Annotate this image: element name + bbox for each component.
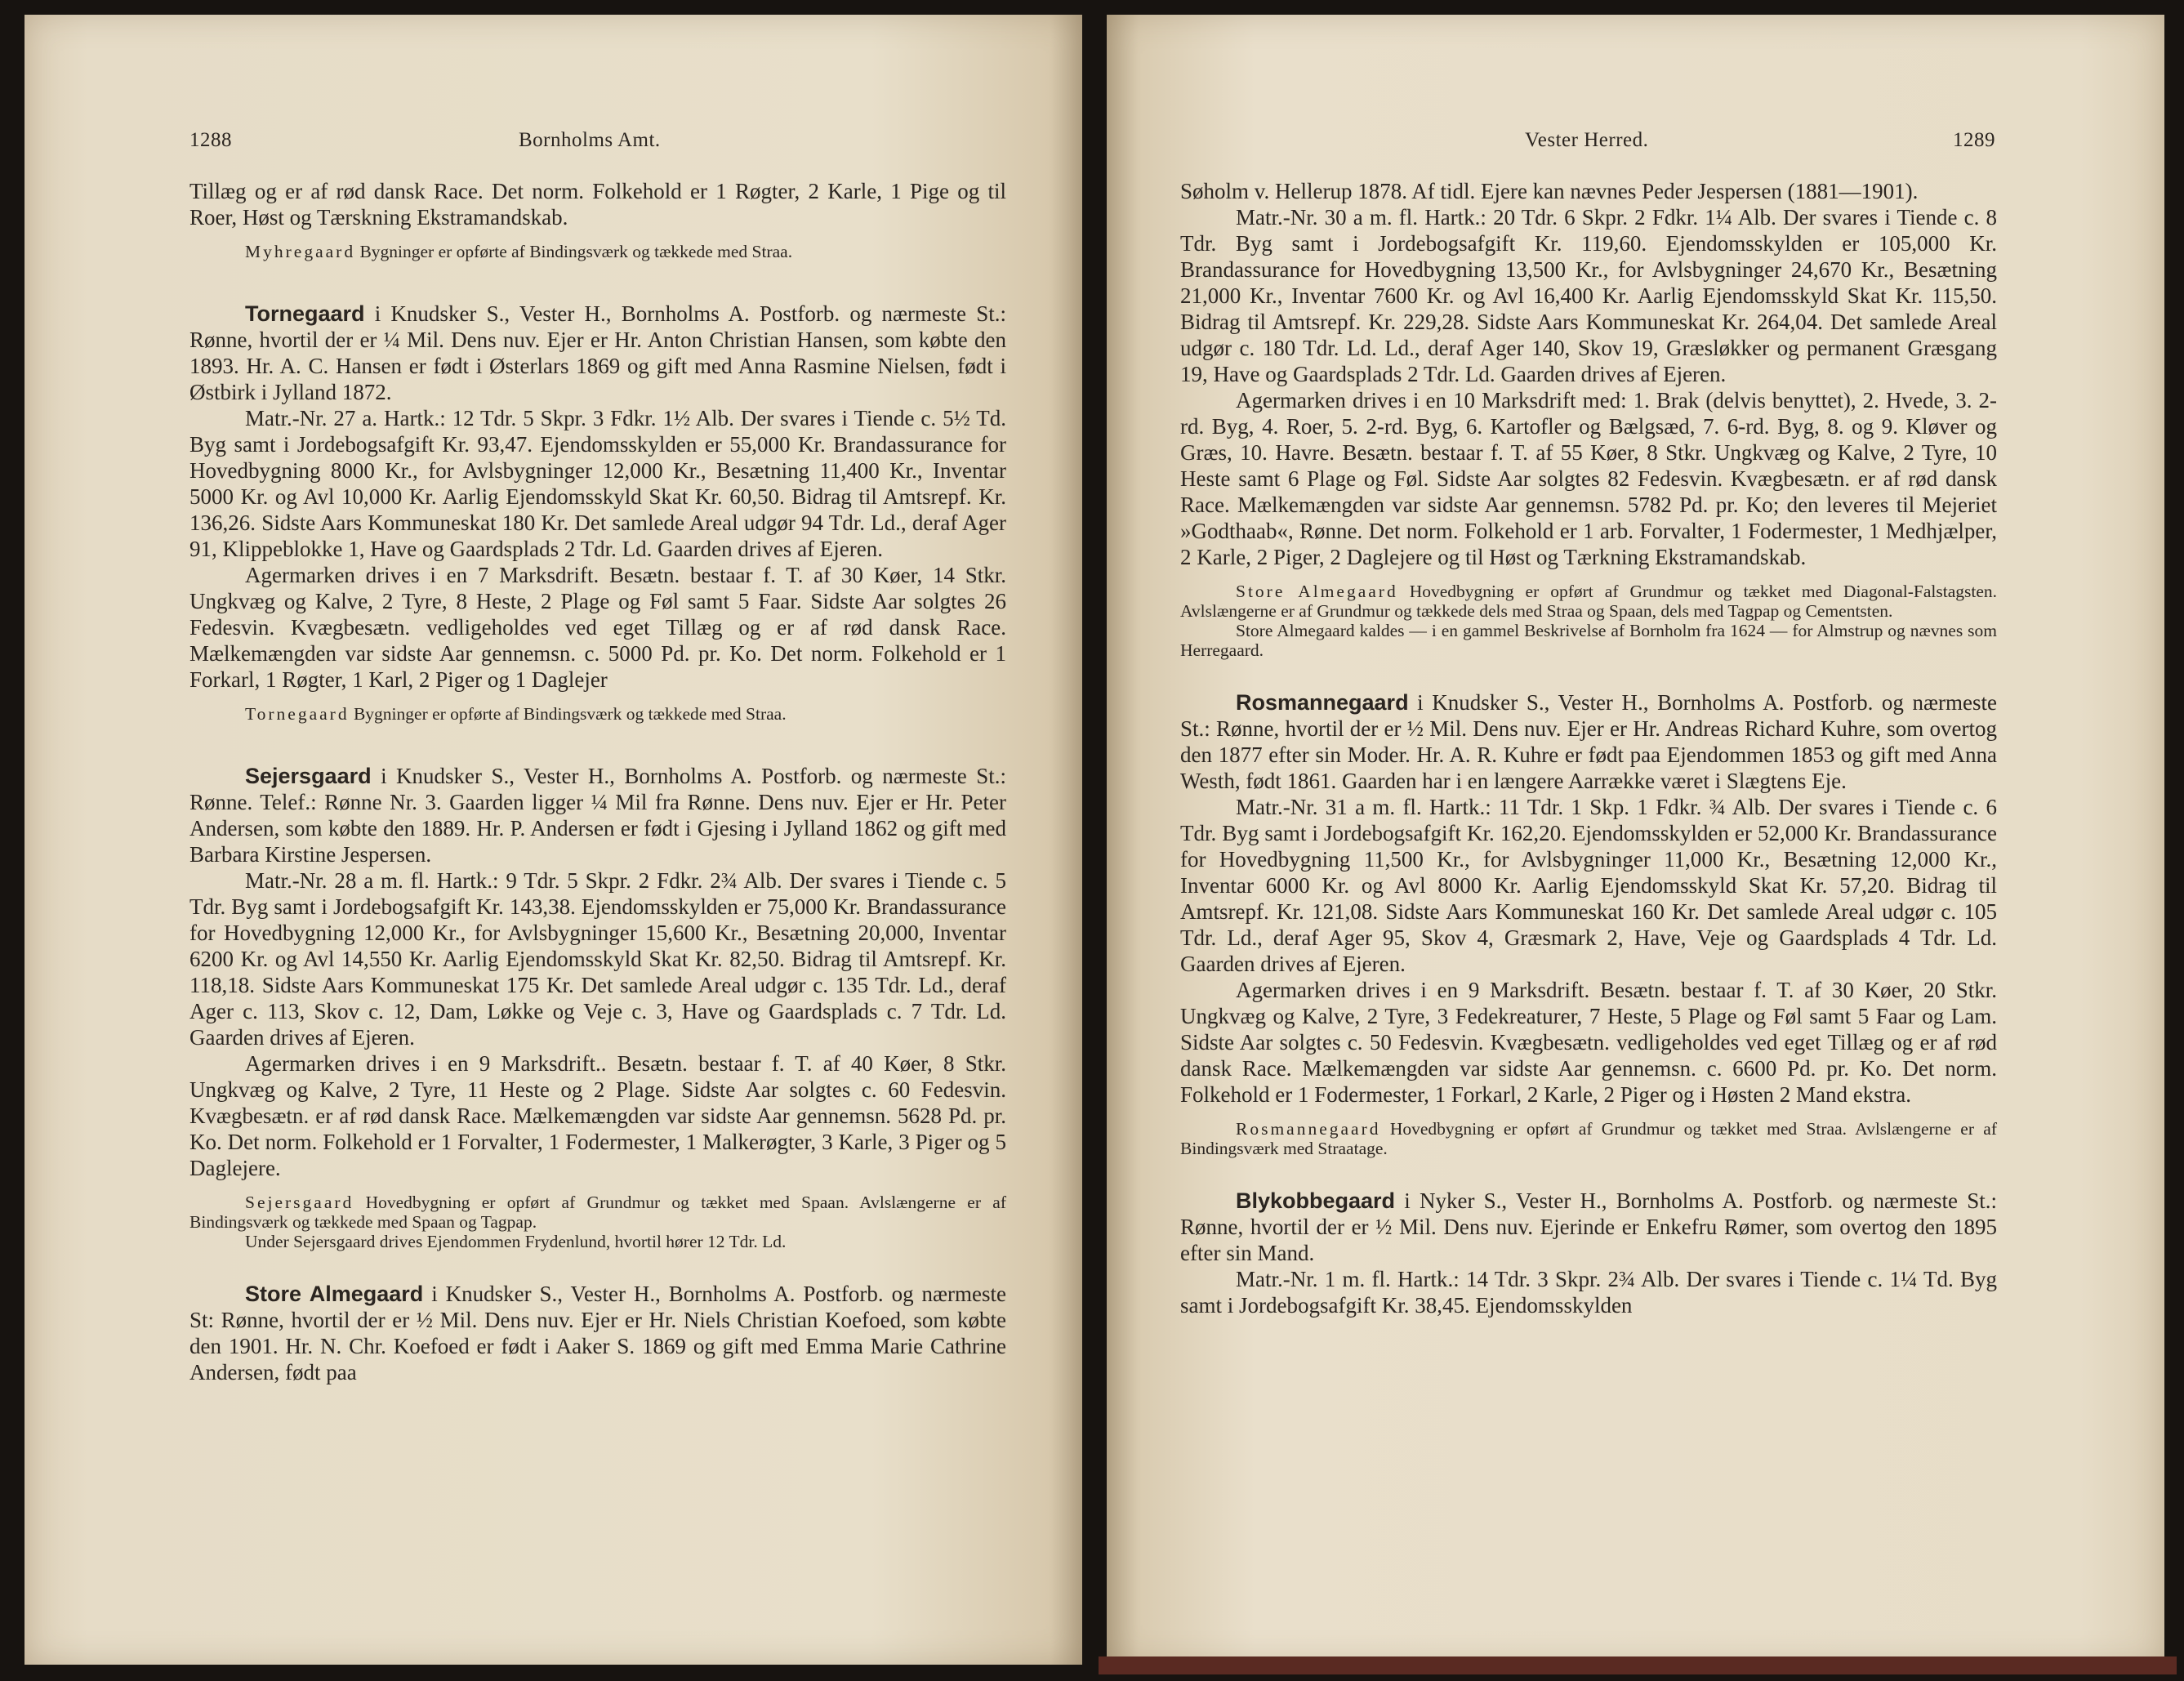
estate-heading: Sejersgaard bbox=[245, 764, 372, 788]
paragraph: Agermarken drives i en 7 Marksdrift. Besætn. bestaar f. T. af 30 Køer, 14 Stkr. Ungkvæg og Kalve, 2 Tyre, 8 Heste, 2 Plage og Føl samt 5 Faar. Sidste Aar solgtes 26 Fedesvin. Kvægbesætn. vedligeholdes ved eget Tillæg og er af rød dansk Race. Mælkemængden var sidste Aar gennemsn. c. 5000 Pd. pr. Ko. Det norm. Folkehold er 1 Forkarl, 1 Røgter, 1 Karl, 2 Piger og 1 Daglejer bbox=[189, 563, 1006, 692]
paragraph: Matr.-Nr. 27 a. Hartk.: 12 Tdr. 5 Skpr. 3 Fdkr. 1½ Alb. Der svares i Tiende c. 5½ Td. Byg samt i Jordebogsafgift Kr. 93,47. Ejendomsskylden er 55,000 Kr. Brandassurance for Hovedbygning 8000 Kr., for Avlsbygninger 12,000 Kr., Besætning 11,400 Kr., Inventar 5000 Kr. og Avl 10,000 Kr. Aarlig Ejendomsskyld Skat Kr. 60,50. Bidrag til Amtsrepf. Kr. 136,26. Sidste Aars Kommuneskat 180 Kr. Det samlede Areal udgør 94 Tdr. Ld., deraf Ager 91, Klippeblokke 1, Have og Gaardsplads 2 Tdr. Ld. Gaarden drives af Ejeren. bbox=[189, 406, 1006, 561]
building-note: Under Sejersgaard drives Ejendommen Frydenlund, hvortil hører 12 Tdr. Ld. bbox=[245, 1232, 787, 1251]
entry-rosmannegaard: Rosmannegaard i Knudsker S., Vester H., Bornholms A. Postforb. og nærmeste St.: Rønne, hvortil der er ½ Mil. Dens nuv. Ejer er Hr. Andreas Richard Kuhre, som overtog den 1877 efter sin Moder. Hr. A. R. Kuhre er født paa Ejendommen 1853 og gift med Anna Westh, født 1861. Gaarden har i en længere Aarrække været i Slægtens Eje. bbox=[1180, 690, 1997, 793]
page-number: 1289 bbox=[1953, 129, 1995, 151]
book-edge bbox=[1099, 1656, 2177, 1674]
paragraph: Matr.-Nr. 28 a m. fl. Hartk.: 9 Tdr. 5 Skpr. 2 Fdkr. 2¾ Alb. Der svares i Tiende c. 5 Tdr. Byg samt i Jordebogsafgift Kr. 143,38. Ejendomsskylden er 75,000 Kr. Brandassurance for Hovedbygning 12,000 Kr., for Avlsbygninger 15,600 Kr., Besætning 20,000, Inventar 6200 Kr. og Avl 14,550 Kr. Aarlig Ejendomsskyld Skat Kr. 82,50. Bidrag til Amtsrepf. Kr. 118,18. Sidste Aars Kommuneskat 175 Kr. Det samlede Areal udgør c. 135 Tdr. Ld., deraf Ager c. 113, Skov c. 12, Dam, Løkke og Veje c. 3, Have og Gaardsplads c. 7 Tdr. Ld. Gaarden drives af Ejeren. bbox=[189, 868, 1006, 1050]
paragraph: Matr.-Nr. 31 a m. fl. Hartk.: 11 Tdr. 1 Skp. 1 Fdkr. ¾ Alb. Der svares i Tiende c. 6 Tdr. Byg samt i Jordebogsafgift Kr. 162,20. Ejendomsskylden er 52,000 Kr. Brandassurance for Hovedbygning 11,500 Kr., for Avlsbygninger 11,000 Kr., Besætning 12,000 Kr., Inventar 6000 Kr. og Avl 8000 Kr. Aarlig Ejendomsskyld Skat Kr. 57,20. Bidrag til Amtsrepf. Kr. 121,08. Sidste Aars Kommuneskat 160 Kr. Det samlede Areal udgør c. 105 Tdr. Ld., deraf Ager 95, Skov 4, Græsmark 2, Have, Veje og Gaardsplads 4 Tdr. Ld. Gaarden drives af Ejeren. bbox=[1180, 795, 1997, 976]
entry-tornegaard: Tornegaard i Knudsker S., Vester H., Bornholms A. Postforb. og nærmeste St.: Rønne, hvortil der er ¼ Mil. Dens nuv. Ejer er Hr. Anton Christian Hansen, som købte den 1893. Hr. A. C. Hansen er født i Østerlars 1869 og gift med Anna Rasmine Nielsen, født i Østbirk i Jylland 1872. bbox=[189, 301, 1006, 404]
estate-heading: Blykobbegaard bbox=[1236, 1188, 1396, 1213]
building-note: Store Almegaard Hovedbygning er opført af Grundmur og tækket med Diagonal-Falstagsten. Avlslængerne er af Grundmur og tækkede dels med Straa og Spaan, dels med Tagpap og Cementsten. bbox=[1180, 582, 1997, 621]
page-number: 1288 bbox=[189, 129, 232, 151]
paragraph: Matr.-Nr. 30 a m. fl. Hartk.: 20 Tdr. 6 Skpr. 2 Fdkr. 1¼ Alb. Der svares i Tiende c. 8 Tdr. Byg samt i Jordebogsafgift Kr. 119,60. Ejendomsskylden er 105,000 Kr. Brandassurance for Hovedbygning 13,500 Kr., for Avlsbygninger 24,670 Kr., Besætning 21,000 Kr., Inventar 7600 Kr. og Avl 16,400 Kr. Aarlig Ejendomsskyld Skat Kr. 115,50. Bidrag til Amtsrepf. Kr. 229,28. Sidste Aars Kommuneskat Kr. 264,04. Det samlede Areal udgør c. 180 Tdr. Ld. Ld., deraf Ager 140, Skov 19, Græsløkker og permanent Græsgang 19, Have og Gaardsplads 2 Tdr. Ld. Gaarden drives af Ejeren. bbox=[1180, 205, 1997, 386]
paragraph: Matr.-Nr. 1 m. fl. Hartk.: 14 Tdr. 3 Skpr. 2¾ Alb. Der svares i Tiende c. 1¼ Td. Byg samt i Jordebogsafgift Kr. 38,45. Ejendomsskylden bbox=[1180, 1267, 1997, 1318]
text-column bbox=[189, 178, 1006, 1385]
paragraph: Søholm v. Hellerup 1878. Af tidl. Ejere kan nævnes Peder Jespersen (1881—1901). bbox=[1180, 179, 1919, 203]
building-note: Myhregaard Bygninger er opførte af Bindingsværk og tækkede med Straa. bbox=[245, 242, 793, 261]
building-note: Tornegaard Bygninger er opførte af Bindingsværk og tækkede med Straa. bbox=[245, 704, 787, 724]
estate-heading: Store Almegaard bbox=[245, 1282, 424, 1306]
paragraph: Tillæg og er af rød dansk Race. Det norm. Folkehold er 1 Røgter, 2 Karle, 1 Pige og til Roer, Høst og Tærskning Ekstramandskab. bbox=[189, 179, 1006, 230]
building-note: Store Almegaard kaldes — i en gammel Beskrivelse af Bornholm fra 1624 — for Almstrup og nævnes som Herregaard. bbox=[1180, 621, 1997, 660]
entry-sejersgaard: Sejersgaard i Knudsker S., Vester H., Bornholms A. Postforb. og nærmeste St.: Rønne. Telef.: Rønne Nr. 3. Gaarden ligger ¼ Mil fra Rønne. Dens nuv. Ejer er Hr. Peter Andersen, som købte den 1889. Hr. P. Andersen er født i Gjesing i Jylland 1862 og gift med Barbara Kirstine Jespersen. bbox=[189, 764, 1006, 867]
building-note: Rosmannegaard Hovedbygning er opført af Grundmur og tækket med Straa. Avlslængerne er af Bindingsværk med Straatage. bbox=[1180, 1119, 1997, 1158]
paragraph: Agermarken drives i en 10 Marksdrift med: 1. Brak (delvis benyttet), 2. Hvede, 3. 2-rd. Byg, 4. Roer, 5. 2-rd. Byg, 6. Kartofler og Bælgsæd, 7. 6-rd. Byg, 8. og 9. Kløver og Græs, 10. Havre. Besætn. bestaar f. T. af 55 Køer, 8 Stkr. Ungkvæg og Kalve, 2 Tyre, 10 Heste samt 6 Plage og Føl. Sidste Aar solgtes 82 Fedesvin. Kvægbesætn. er af rød dansk Race. Mælkemængden var sidste Aar gennemsn. 5782 Pd. pr. Ko; den leveres til Mejeriet »Godthaab«, Rønne. Det norm. Folkehold er 1 arb. Forvalter, 1 Fodermester, 1 Medhjælper, 2 Karle, 2 Piger, 2 Daglejere og til Høst og Tærkning Ekstramandskab. bbox=[1180, 388, 1997, 569]
text-column bbox=[1180, 178, 1997, 1318]
entry-store-almegaard: Store Almegaard i Knudsker S., Vester H., Bornholms A. Postforb. og nærmeste St: Rønne, hvortil der er ½ Mil. Dens nuv. Ejer er Hr. Niels Christian Koefoed, som købte den 1901. Hr. N. Chr. Koefoed er født i Aaker S. 1869 og gift med Emma Marie Cathrine Andersen, født paa bbox=[189, 1282, 1006, 1384]
paragraph: Agermarken drives i en 9 Marksdrift. Besætn. bestaar f. T. af 30 Køer, 20 Stkr. Ungkvæg og Kalve, 2 Tyre, 3 Fedekreaturer, 7 Heste, 5 Plage og Føl samt 5 Faar og Lam. Sidste Aar solgtes c. 50 Fedesvin. Kvægbesætn. vedligeholdes ved eget Tillæg og er af rød dansk Race. Mælkemængden var sidste Aar gennemsn. c. 6600 Pd. pr. Ko. Det norm. Folkehold er 1 Fodermester, 1 Forkarl, 2 Karle, 2 Piger og i Høsten 2 Mand ekstra. bbox=[1180, 978, 1997, 1107]
running-head: Vester Herred. bbox=[1525, 129, 1649, 151]
right-page bbox=[1107, 15, 2164, 1665]
estate-heading: Rosmannegaard bbox=[1236, 690, 1409, 715]
paragraph: Agermarken drives i en 9 Marksdrift.. Besætn. bestaar f. T. af 40 Køer, 8 Stkr. Ungkvæg og Kalve, 2 Tyre, 11 Heste og 2 Plage. Sidste Aar solgtes c. 60 Fedesvin. Kvægbesætn. er af rød dansk Race. Mælkemængden var sidste Aar gennemsn. 5628 Pd. pr. Ko. Det norm. Folkehold er 1 Forvalter, 1 Fodermester, 1 Malkerøgter, 3 Karle, 3 Piger og 5 Daglejere. bbox=[189, 1051, 1006, 1180]
running-head: Bornholms Amt. bbox=[519, 129, 661, 151]
entry-blykobbegaard: Blykobbegaard i Nyker S., Vester H., Bornholms A. Postforb. og nærmeste St.: Rønne, hvortil der er ½ Mil. Dens nuv. Ejerinde er Enkefru Rømer, som overtog den 1895 efter sin Mand. bbox=[1180, 1188, 1998, 1265]
estate-heading: Tornegaard bbox=[245, 301, 365, 326]
left-page bbox=[25, 15, 1082, 1665]
building-note: Sejersgaard Hovedbygning er opført af Grundmur og tækket med Spaan. Avlslængerne er af Bindingsværk og tækkede med Spaan og Tagpap. bbox=[189, 1193, 1007, 1232]
